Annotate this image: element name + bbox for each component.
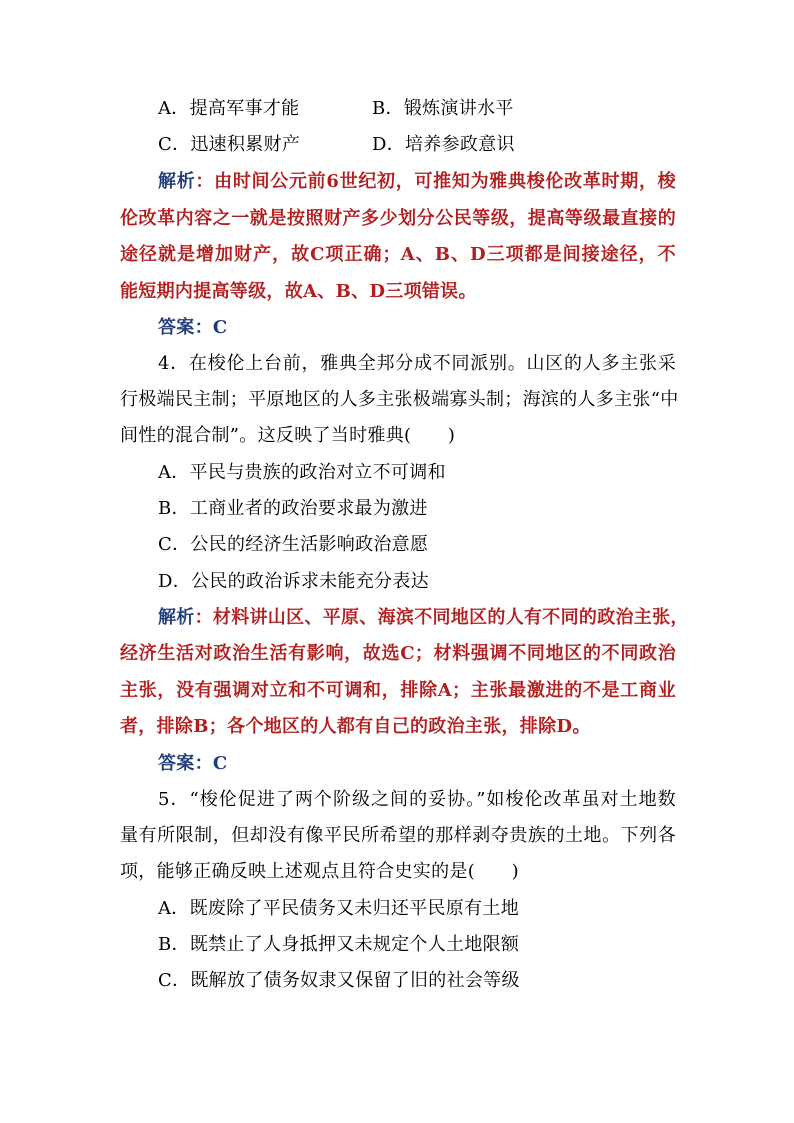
q4-stem-line-3: 间性的混合制”。这反映了当时雅典( ) <box>120 425 456 446</box>
q3-analysis-label: 解析 <box>158 171 196 192</box>
q3-option-d: D．培养参政意识 <box>372 134 515 155</box>
q4-analysis-line-4: 者，排除B；各个地区的人都有自己的政治主张，排除D。 <box>120 716 591 737</box>
q4-answer-value: ：C <box>194 753 228 774</box>
q4-analysis-line-3: 主张，没有强调对立和不可调和，排除A；主张最激进的不是工商业 <box>120 680 676 701</box>
q4-analysis-text-1: ：材料讲山区、平原、海滨不同地区的人有不同的政治主张， <box>194 607 689 628</box>
q3-options-row-2 <box>158 132 714 158</box>
q3-analysis-line-2: 伦改革内容之一就是按照财产多少划分公民等级，提高等级最直接的 <box>120 208 676 229</box>
q3-answer-label: 答案 <box>158 317 195 338</box>
q3-analysis-line-1 <box>158 169 676 195</box>
q5-stem-line-2: 量有所限制，但却没有像平民所希望的那样剥夺贵族的土地。下列各 <box>120 825 676 846</box>
q4-answer <box>158 751 714 777</box>
q5-option-b: B．既禁止了人身抵押又未规定个人土地限额 <box>158 934 520 955</box>
q3-answer <box>158 315 714 341</box>
q5-stem-line-3: 项，能够正确反映上述观点且符合史实的是( ) <box>120 861 519 882</box>
q4-option-d: D．公民的政治诉求未能充分表达 <box>158 571 429 592</box>
q3-analysis-line-4: 能短期内提高等级，故A、B、D三项错误。 <box>120 281 477 302</box>
q5-option-c: C．既解放了债务奴隶又保留了旧的社会等级 <box>158 970 520 991</box>
q4-answer-label: 答案 <box>158 753 195 774</box>
q4-analysis-label: 解析 <box>158 607 195 628</box>
q3-options-row-1 <box>158 96 714 122</box>
q4-analysis-line-2: 经济生活对政治生活有影响，故选C；材料强调不同地区的不同政治 <box>120 643 676 664</box>
q3-option-c: C．迅速积累财产 <box>158 134 301 155</box>
q5-stem-line-1: 5．“梭伦促进了两个阶级之间的妥协。”如梭伦改革虽对土地数 <box>158 789 676 810</box>
q4-stem-line-1: 4．在梭伦上台前，雅典全邦分成不同派别。山区的人多主张采 <box>158 353 676 374</box>
q4-option-b: B．工商业者的政治要求最为激进 <box>158 498 428 519</box>
q4-analysis-line-1 <box>158 605 689 631</box>
q3-answer-value: ：C <box>194 317 228 338</box>
q3-analysis-text-1: ：由时间公元前6世纪初，可推知为雅典梭伦改革时期，梭 <box>195 171 676 192</box>
q5-option-a: A．既废除了平民债务又未归还平民原有土地 <box>158 898 519 919</box>
q3-analysis-line-3: 途径就是增加财产，故C项正确；A、B、D三项都是间接途径，不 <box>120 244 676 265</box>
q3-option-b: B．锻炼演讲水平 <box>372 98 514 119</box>
q4-option-c: C．公民的经济生活影响政治意愿 <box>158 534 429 555</box>
q4-stem-line-2: 行极端民主制；平原地区的人多主张极端寡头制；海滨的人多主张“中 <box>120 389 679 410</box>
q4-option-a: A．平民与贵族的政治对立不可调和 <box>158 462 446 483</box>
q3-option-a: A．提高军事才能 <box>158 98 300 119</box>
